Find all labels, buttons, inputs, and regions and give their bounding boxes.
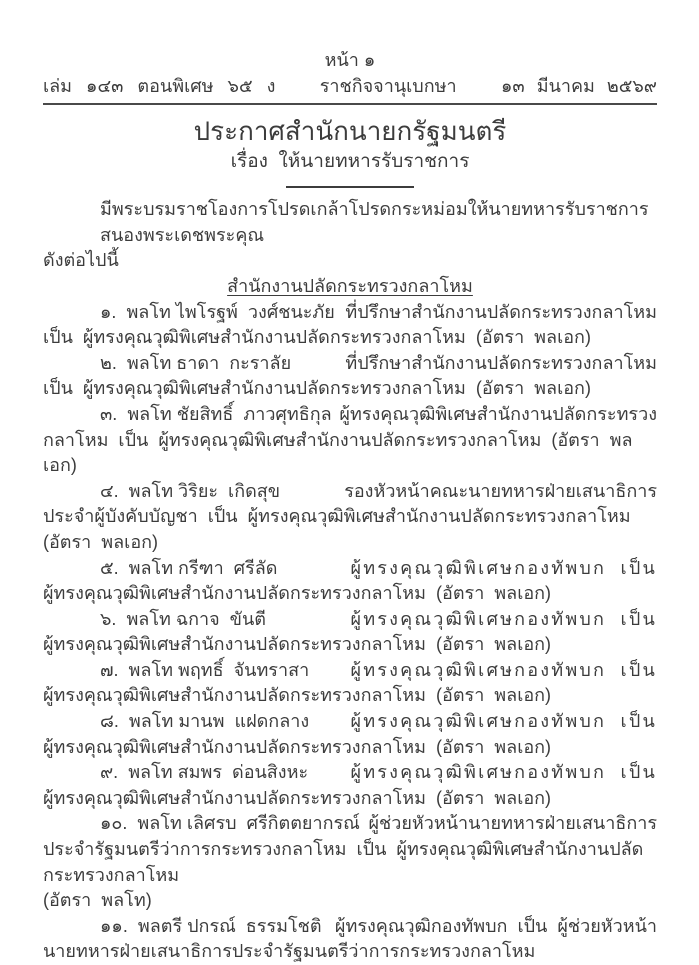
appointment-continuation: [43, 325, 657, 351]
appointment-current-position: รองหัวหน้าคณะนายทหารฝ่ายเสนาธิการ: [344, 480, 657, 501]
appointment-continuation-line: ผู้ทรงคุณวุฒิพิเศษสำนักงานปลัดกระทรวงกลาโหม (อัตรา พลเอก): [43, 583, 552, 604]
appointment-name: พลโท มานพ แฝดกลาง: [128, 711, 310, 732]
appointment-item: [43, 479, 657, 556]
gazette-masthead: [43, 74, 657, 100]
appointment-number: ๕.: [100, 557, 119, 578]
appointment-continuation: [43, 632, 657, 658]
appointment-continuation-line: กลาโหม เป็น ผู้ทรงคุณวุฒิพิเศษสำนักงานปลัดกระทรวงกลาโหม (อัตรา พลเอก): [43, 429, 633, 476]
appointment-continuation: [43, 504, 657, 555]
appointment-item: [43, 658, 657, 709]
gazette-date: ๑๓ มีนาคม ๒๕๖๙: [500, 75, 657, 96]
appointment-continuation: [43, 837, 657, 914]
appointment-number-and-name: [100, 914, 322, 940]
appointment-number-and-name: [100, 760, 308, 786]
appointment-current-position: ผู้ทรงคุณวุฒิพิเศษสำนักงานปลัดกระทรวง: [339, 403, 657, 424]
appointment-continuation-line: เป็น ผู้ทรงคุณวุฒิพิเศษสำนักงานปลัดกระทรวงกลาโหม (อัตรา พลเอก): [43, 327, 591, 348]
appointment-number: ๙.: [100, 762, 119, 783]
appointment-continuation-line: ผู้ทรงคุณวุฒิพิเศษสำนักงานปลัดกระทรวงกลาโหม (อัตรา พลเอก): [43, 787, 552, 808]
appointment-number-and-name: [100, 709, 309, 735]
appointment-name: พลโท วิริยะ เกิดสุข: [128, 480, 281, 501]
appointment-first-line: [43, 760, 657, 786]
appointment-first-line: [43, 811, 657, 837]
appointment-number-and-name: [100, 607, 266, 633]
appointment-number: ๖.: [100, 608, 117, 629]
appointment-number-and-name: [100, 300, 335, 326]
appointment-current-position: ผู้ทรงคุณวุฒิพิเศษกองทัพบก เป็น: [350, 659, 657, 680]
appointment-number-and-name: [100, 351, 291, 377]
announcement-title: ประกาศสำนักนายกรัฐมนตรี: [193, 116, 507, 147]
title-divider: [286, 186, 414, 188]
appointments-list: [43, 300, 657, 965]
appointment-current-position: ผู้ทรงคุณวุฒิพิเศษกองทัพบก เป็น: [350, 711, 657, 732]
appointment-number-and-name: [100, 811, 360, 837]
appointment-continuation-line: ผู้ทรงคุณวุฒิพิเศษสำนักงานปลัดกระทรวงกลาโหม (อัตรา พลเอก): [43, 736, 552, 757]
appointment-first-line: [43, 607, 657, 633]
appointment-continuation-line: ผู้ทรงคุณวุฒิพิเศษสำนักงานปลัดกระทรวงกลาโหม (อัตรา พลเอก): [43, 685, 552, 706]
masthead-rule: [43, 103, 657, 105]
appointment-name: พลโท ไพโรฐพ์ วงศ์ชนะภัย: [126, 301, 335, 322]
announcement-subject: เรื่อง ให้นายทหารรับราชการ: [230, 151, 470, 173]
appointment-continuation-line: (อัตรา พลโท): [43, 890, 152, 911]
appointment-continuation-line: นายทหารฝ่ายเสนาธิการประจำรัฐมนตรีว่าการกระทรวงกลาโหม: [43, 941, 536, 962]
appointment-item: [43, 914, 657, 965]
appointment-item: [43, 760, 657, 811]
appointment-current-position: ผู้ทรงคุณวุฒิกองทัพบก เป็น ผู้ช่วยหัวหน้า: [334, 915, 657, 936]
appointment-first-line: [43, 351, 657, 377]
appointment-name: พลโท สมพร ด่อนสิงหะ: [128, 762, 309, 783]
appointment-continuation: [43, 581, 657, 607]
appointment-number-and-name: [100, 658, 309, 684]
preamble-line: มีพระบรมราชโองการโปรดเกล้าโปรดกระหม่อมให้นายทหารรับราชการสนองพระเดชพระคุณ: [100, 199, 649, 245]
appointment-name: พลโท พฤทธิ์ จันทราสา: [128, 659, 310, 680]
appointment-first-line: [43, 479, 657, 505]
appointment-number: ๒.: [100, 352, 117, 373]
appointment-item: [43, 351, 657, 402]
preamble-line: ดังต่อไปนี้: [43, 250, 119, 271]
appointment-continuation-line: เป็น ผู้ทรงคุณวุฒิพิเศษสำนักงานปลัดกระทรวงกลาโหม (อัตรา พลเอก): [43, 378, 591, 399]
appointment-continuation: [43, 786, 657, 812]
appointment-item: [43, 402, 657, 479]
appointment-continuation: [43, 428, 657, 479]
appointment-first-line: [43, 914, 657, 940]
appointment-continuation: [43, 683, 657, 709]
appointment-number: ๓.: [100, 403, 118, 424]
appointment-item: [43, 607, 657, 658]
appointment-current-position: ที่ปรึกษาสำนักงานปลัดกระทรวงกลาโหม: [345, 352, 657, 373]
appointment-number: ๘.: [100, 711, 119, 732]
page-number: หน้า ๑: [324, 50, 376, 70]
appointment-item: [43, 556, 657, 607]
section-heading: สำนักงานปลัดกระทรวงกลาโหม: [227, 275, 473, 296]
appointment-continuation: [43, 376, 657, 402]
appointment-number: ๔.: [100, 480, 119, 501]
appointment-current-position: ผู้ทรงคุณวุฒิพิเศษกองทัพบก เป็น: [350, 762, 657, 783]
appointment-first-line: [43, 709, 657, 735]
appointment-name: พลโท ฉกาจ ขันตี: [126, 608, 266, 629]
appointment-current-position: ผู้ทรงคุณวุฒิพิเศษกองทัพบก เป็น: [350, 557, 657, 578]
gazette-edition: เล่ม ๑๔๓ ตอนพิเศษ ๖๕ ง: [43, 75, 276, 96]
appointment-item: [43, 300, 657, 351]
appointment-number-and-name: [100, 402, 332, 428]
appointment-item: [43, 709, 657, 760]
appointment-current-position: ที่ปรึกษาสำนักงานปลัดกระทรวงกลาโหม: [345, 301, 657, 322]
appointment-number: ๑๑.: [100, 915, 128, 936]
appointment-name: พลโท ธาดา กะราลัย: [126, 352, 292, 373]
appointment-first-line: [43, 402, 657, 428]
appointment-first-line: [43, 658, 657, 684]
appointment-name: พลโท เลิศรบ ศรีกิตตยากรณ์: [137, 813, 360, 834]
appointment-continuation: [43, 939, 657, 965]
appointment-continuation-line: ประจำรัฐมนตรีว่าการกระทรวงกลาโหม เป็น ผู้ทรงคุณวุฒิพิเศษสำนักงานปลัดกระทรวงกลาโหม: [43, 839, 644, 885]
appointment-item: [43, 811, 657, 913]
appointment-current-position: ผู้ช่วยหัวหน้านายทหารฝ่ายเสนาธิการ: [368, 813, 657, 834]
appointment-number-and-name: [100, 479, 280, 505]
appointment-continuation-line: ประจำผู้บังคับบัญชา เป็น ผู้ทรงคุณวุฒิพิเศษสำนักงานปลัดกระทรวงกลาโหม (อัตรา พลเอก): [43, 506, 641, 552]
appointment-current-position: ผู้ทรงคุณวุฒิพิเศษกองทัพบก เป็น: [350, 608, 657, 629]
appointment-number-and-name: [100, 556, 278, 582]
appointment-name: พลโท กรีฑา ศรีลัด: [128, 557, 278, 578]
appointment-continuation-line: ผู้ทรงคุณวุฒิพิเศษสำนักงานปลัดกระทรวงกลาโหม (อัตรา พลเอก): [43, 634, 552, 655]
appointment-continuation: [43, 735, 657, 761]
appointment-first-line: [43, 300, 657, 326]
appointment-number: ๑.: [100, 301, 117, 322]
appointment-name: พลตรี ปกรณ์ ธรรมโชติ: [137, 915, 322, 936]
appointment-first-line: [43, 556, 657, 582]
appointment-name: พลโท ชัยสิทธิ์ ภาวศุทธิกุล: [127, 403, 332, 424]
gazette-name: ราชกิจจานุเบกษา: [319, 75, 457, 96]
appointment-number: ๑๐.: [100, 813, 128, 834]
appointment-number: ๗.: [100, 659, 119, 680]
